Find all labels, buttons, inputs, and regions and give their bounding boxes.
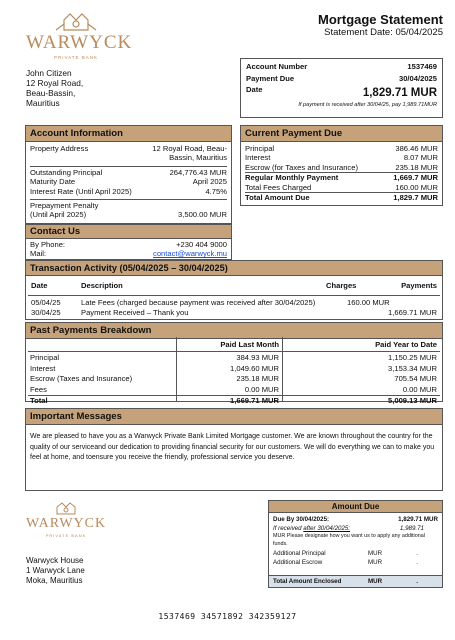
footer-brand-tagline: PRIVATE BANK [45,533,87,538]
transaction-row [26,298,442,308]
current-payment-due-title: Current Payment Due [241,126,442,142]
past-payment-label: Interest [30,363,56,373]
account-number-label: Account Number [246,62,308,71]
current-payment-due-panel [240,125,443,206]
additional-principal-row[interactable] [273,549,438,558]
additional-principal-input[interactable]: . [416,550,418,557]
contact-title: Contact Us [26,225,231,239]
late-label-date: after 30/04/2025: [303,525,351,532]
email-link[interactable]: contact@warwyck.mu [153,249,227,259]
current-due-label: Total Amount Due [245,193,310,203]
past-payment-label: Principal [30,353,60,362]
additional-escrow-currency: MUR [368,559,383,566]
past-payment-ytd: 1,150.25 MUR [388,353,437,362]
customer-address-line: Beau-Bassin, [26,88,76,98]
past-payment-label: Escrow (Taxes and Insurance) [30,374,133,383]
payment-due-label: Payment Due [246,74,295,84]
past-payment-ytd: 0.00 MUR [402,384,437,394]
transaction-row [26,308,442,318]
past-payment-row [28,395,440,407]
total-enclosed-input[interactable]: . [416,578,418,585]
additional-escrow-input[interactable]: . [416,559,418,566]
transaction-date: 30/04/25 [31,308,61,317]
additional-principal-label: Additional Principal [273,550,326,557]
current-due-value: 1,669.7 MUR [393,173,438,183]
due-by-value: 1,829.71 MUR [398,516,438,523]
prepay-sublabel: (Until April 2025) [30,210,87,220]
total-enclosed-label: Total Amount Enclosed [273,578,342,585]
current-due-row [245,172,438,182]
brand-tagline: PRIVATE BANK [53,55,99,60]
property-label: Property Address [30,144,89,153]
account-information-title: Account Information [26,126,231,142]
statement-title: Mortgage Statement [318,12,443,27]
brand-logo [26,10,133,65]
total-enclosed-row[interactable] [269,575,442,587]
maturity-label: Maturity Date [30,177,76,187]
col-charges: Charges [326,281,357,290]
summary-row-account [246,62,437,71]
transaction-activity-title: Transaction Activity (05/04/2025 – 30/04/2025) [26,261,442,276]
past-payment-row [26,364,442,375]
past-payment-row [26,374,442,385]
additional-principal-currency: MUR [368,550,383,557]
prepay-label: Prepayment Penalty [30,201,99,211]
summary-row-amount [246,85,437,99]
past-payment-ytd: 705.54 MUR [394,374,437,383]
bank-address-line: 1 Warwyck Lane [26,566,85,575]
date-label: Date [246,84,263,94]
maturity-row [30,177,227,186]
current-due-label: Principal [245,144,275,153]
current-due-value: 160.00 MUR [395,182,438,192]
transaction-header-row [26,281,442,295]
coupon-late-row [273,524,438,533]
outstanding-label: Outstanding Principal [30,167,103,177]
mail-label: Mail: [30,249,47,259]
past-payment-ytd: 5,009.13 MUR [388,396,437,405]
transaction-rows [26,298,442,318]
prepay-value: 3,500.00 MUR [178,210,227,220]
customer-address-line: 12 Royal Road, [26,78,84,88]
col-date: Date [31,281,48,290]
past-rows [26,353,442,407]
phone-label: By Phone: [30,240,66,249]
past-payment-row [26,353,442,364]
past-payment-last-month: 1,049.60 MUR [230,363,279,373]
interest-rate-label: Interest Rate (Until April 2025) [30,186,132,196]
statement-date: Statement Date: 05/04/2025 [324,27,443,38]
property-value: Bassin, Mauritius [169,153,227,163]
important-messages-body: We are pleased to have you as a Warwyck Private Bank Limited Mortgage customer. We are known throughout the country for the quality of our serviceand our dedication to providing financial security for our customers. We will do everything we can to make you feel at home, and toensure you receive the friendly, professional service you deserve. [30,433,435,461]
current-due-value: 8.07 MUR [403,153,438,163]
outstanding-row [30,168,227,177]
col-payments: Payments [401,281,437,290]
current-due-row [245,144,438,153]
customer-address [26,68,83,108]
transaction-payments: 1,669.71 MUR [388,308,437,317]
crest-icon [26,10,126,34]
current-due-row [245,192,438,202]
col-paid-last-month: Paid Last Month [220,340,279,349]
important-messages-panel [25,408,443,491]
footer-brand-name: WARWYCK [26,516,107,531]
past-payment-last-month: 384.93 MUR [236,353,279,362]
coupon-instruction: MUR Please designate how you want us to apply any additional funds. [273,533,425,547]
bank-address-line: Warwyck House [26,556,84,565]
brand-name: WARWYCK [26,32,133,53]
coupon-title: Amount Due [269,501,442,513]
bank-address-line: Moka, Mauritius [26,576,83,585]
phone-row [30,240,227,249]
total-enclosed-currency: MUR [368,578,383,585]
account-information-panel [25,125,232,224]
col-paid-ytd: Paid Year to Date [375,340,437,349]
due-by-label: Due By 30/04/2025: [273,516,330,523]
col-description: Description [81,281,123,290]
late-label-prefix: If received [273,525,304,532]
account-number-value: 1537469 [407,62,437,71]
amount-due-value: 1,829.71 MUR [362,86,437,99]
additional-escrow-row[interactable] [273,558,438,567]
summary-row-payment-due [246,74,437,83]
property-row [30,144,227,163]
past-payments-panel [25,322,443,405]
past-payments-title: Past Payments Breakdown [26,323,442,339]
current-due-rows [241,142,442,204]
interest-rate-row [30,187,227,196]
past-header-row [26,340,442,351]
past-payment-last-month: 235.18 MUR [236,374,279,383]
late-payment-note: If payment is received after 30/04/25, pay 1,989.71MUR [298,101,437,108]
transaction-charges: 160.00 MUR [347,298,390,307]
past-payment-ytd: 3,153.34 MUR [388,363,437,373]
current-due-row [245,163,438,172]
footer-logo [26,500,106,545]
bank-address [26,556,85,586]
interest-rate-value: 4.75% [205,186,227,196]
outstanding-value: 264,776.43 MUR [169,167,227,177]
phone-value[interactable]: +230 404 9000 [176,240,227,249]
current-due-value: 235.18 MUR [395,162,438,172]
current-due-label: Total Fees Charged [245,182,312,192]
current-due-row [245,183,438,192]
micr-line: 1537469 34571892 342359127 [158,612,297,621]
transaction-description: Payment Received – Thank you [81,308,189,317]
customer-address-line: Mauritius [26,98,60,108]
coupon-due-by-row [273,515,438,524]
past-payment-label: Fees [30,384,47,394]
prepay-row [30,210,227,219]
current-due-label: Escrow (for Taxes and Insurance) [245,162,358,172]
crest-icon [26,500,106,516]
contact-panel [25,224,232,260]
current-due-value: 1,829.7 MUR [393,193,438,203]
current-due-value: 386.46 MUR [395,144,438,153]
transaction-description: Late Fees (charged because payment was received after 30/04/2025) [81,298,316,307]
account-summary-box [240,58,443,118]
property-value: 12 Royal Road, Beau- [152,144,227,153]
current-due-label: Interest [245,153,271,163]
transaction-date: 05/04/25 [31,298,61,307]
past-payment-label: Total [30,396,48,405]
customer-name: John Citizen [26,68,72,78]
transaction-activity-panel [25,260,443,320]
past-payment-last-month: 1,669.71 MUR [230,396,279,405]
additional-escrow-label: Additional Escrow [273,559,323,566]
past-payment-row [26,385,442,396]
mail-row [30,249,227,258]
payment-due-value: 30/04/2025 [398,74,437,84]
current-due-label: Regular Monthly Payment [245,173,339,183]
current-due-row [245,153,438,162]
late-value: 1,989.71 [399,525,424,532]
important-messages-title: Important Messages [26,409,442,425]
maturity-value: April 2025 [192,177,227,187]
past-payment-last-month: 0.00 MUR [244,384,279,394]
amount-due-coupon [268,500,443,588]
